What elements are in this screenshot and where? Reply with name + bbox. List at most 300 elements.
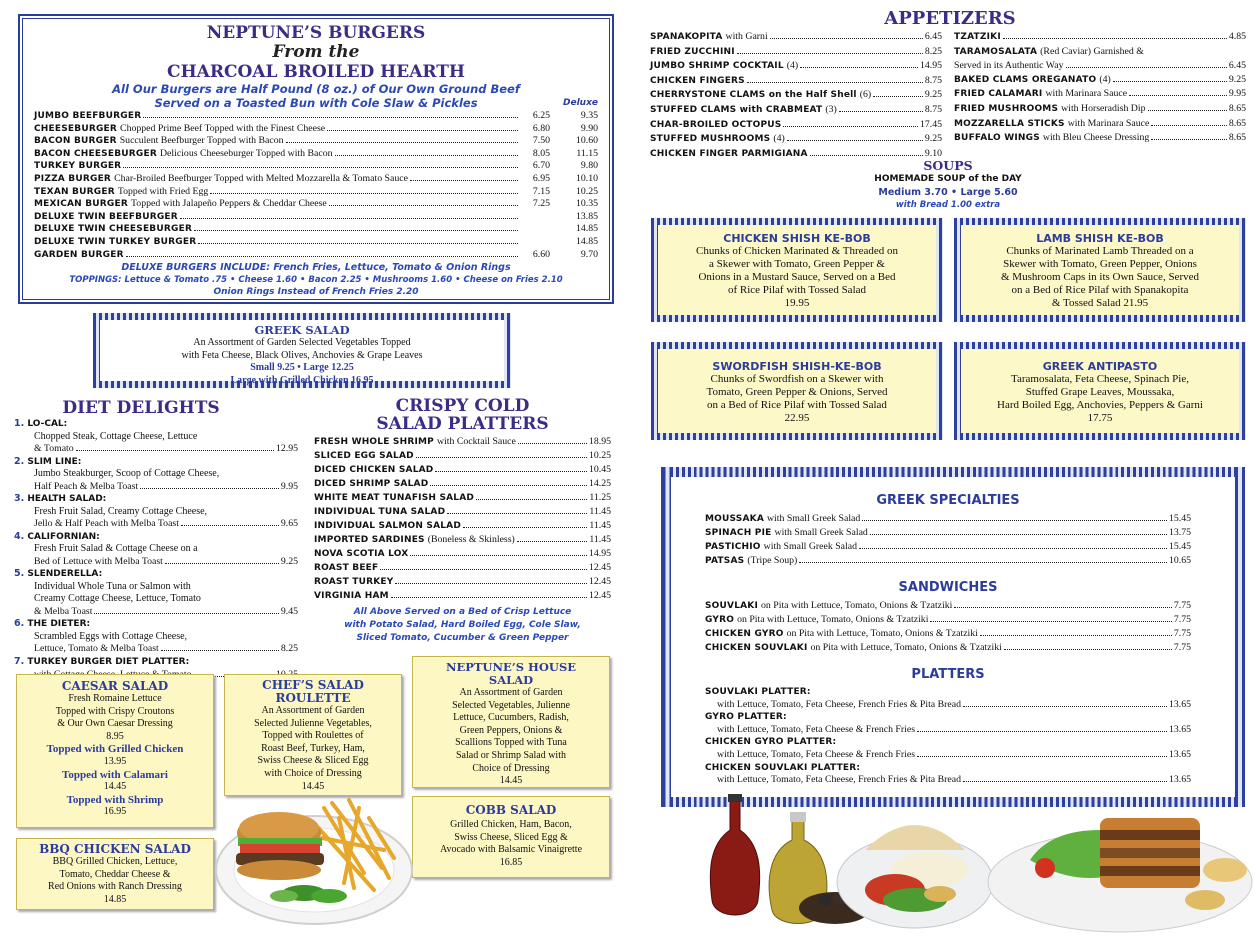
burger-deluxe-price: 9.70 <box>580 248 598 260</box>
toppings-line: TOPPINGS: Lettuce & Tomato .75 • Cheese 1.60 • Bacon 2.25 • Mushrooms 1.60 • Cheese on Fries 2.10 <box>69 275 563 286</box>
burger-desc: Chopped Prime Beef Topped with the Finest Cheese <box>120 122 326 134</box>
dot-leader <box>335 155 518 156</box>
specialties-desc: with Small Greek Salad <box>774 527 868 538</box>
dot-leader <box>747 82 923 83</box>
appetizer-price: 8.65 <box>1228 117 1246 129</box>
diet-item-body <box>14 581 298 619</box>
kebab-price: 22.95 <box>784 412 810 424</box>
burger-deluxe-price: 13.85 <box>575 210 598 222</box>
chef-title1: CHEF’S SALAD <box>262 678 364 692</box>
deluxe-header: Deluxe <box>563 98 598 108</box>
chef-l2: Selected Julienne Vegetables, <box>254 717 372 729</box>
cold-platter-price: 10.25 <box>588 450 611 461</box>
kebab-desc-line: Skewer with Tomato, Green Pepper, Onions <box>1003 258 1197 270</box>
specialties-price: 10.65 <box>1168 555 1191 566</box>
cold-platter-row <box>314 463 611 477</box>
platter-desc: with Lettuce, Tomato, Feta Cheese & French Fries <box>717 748 916 760</box>
chef-l3: Topped with Roulettes of <box>262 730 364 742</box>
burger-desc: Topped with Fried Egg <box>117 185 209 197</box>
dot-leader <box>839 111 923 112</box>
appetizer-desc: (4) <box>773 133 785 145</box>
diet-item-price-line <box>34 606 298 619</box>
diet-item-price: 8.25 <box>280 643 298 655</box>
dot-leader <box>800 67 918 68</box>
bbq-l2: Tomato, Cheddar Cheese & <box>59 868 171 880</box>
burger-desc: Char-Broiled Beefburger Topped with Melted Mozzarella & Tomato Sauce <box>114 172 408 184</box>
chef-l6: with Choice of Dressing <box>264 767 362 779</box>
appetizer-price: 8.65 <box>1228 132 1246 144</box>
dot-leader <box>476 499 587 500</box>
specialties-desc: (Tripe Soup) <box>747 555 798 566</box>
sandwiches-name: CHICKEN GYRO <box>705 629 784 639</box>
burger-name: BACON CHEESEBURGER <box>34 148 157 159</box>
house-l2: Selected Vegetables, Julienne <box>452 699 570 711</box>
platter-name: CHICKEN GYRO PLATTER: <box>705 737 837 748</box>
cold-platter-price: 11.45 <box>589 520 611 531</box>
kebab-desc-line: Stuffed Grape Leaves, Moussaka, <box>1025 386 1175 398</box>
appetizer-price: 9.25 <box>924 133 942 145</box>
dot-leader <box>194 230 518 231</box>
dot-leader <box>435 471 586 472</box>
bbq-chicken-salad-box <box>16 838 214 910</box>
kebab-desc-line: Chunks of Marinated Lamb Threaded on a <box>1006 245 1194 257</box>
greek-salad-sizes: Small 9.25 • Large 12.25 <box>250 362 354 374</box>
burger-price: 7.15 <box>532 185 550 197</box>
burger-desc: Succulent Beefburger Topped with Bacon <box>119 135 284 147</box>
burgers-title-hearth: CHARCOAL BROILED HEARTH <box>167 62 465 82</box>
specialties-name: SPINACH PIE <box>705 528 772 538</box>
appetizer-name: CHAR-BROILED OCTOPUS <box>650 119 782 130</box>
kebab-desc-line: Tomato, Green Pepper & Onions, Served <box>706 386 888 398</box>
appetizer-name: STUFFED MUSHROOMS <box>650 134 771 145</box>
house-price: 14.45 <box>499 775 523 787</box>
dot-leader <box>870 534 1167 535</box>
burger-name: PIZZA BURGER <box>34 173 112 184</box>
appetizer-name: CHERRYSTONE CLAMS on the Half Shell <box>650 90 857 101</box>
kebab-title: CHICKEN SHISH KE-BOB <box>723 232 871 245</box>
house-l3: Lettuce, Cucumbers, Radish, <box>453 712 569 724</box>
burger-deluxe-price: 10.10 <box>575 172 598 184</box>
appetizer-row <box>650 59 942 74</box>
appetizer-desc: with Garni <box>725 31 768 42</box>
platter-name-row <box>705 711 1191 724</box>
house-salad-box <box>412 656 610 788</box>
caesar-l3: & Our Own Caesar Dressing <box>57 718 173 730</box>
cold-platter-name: SLICED EGG SALAD <box>314 451 414 461</box>
cold-platter-name: VIRGINIA HAM <box>314 591 389 601</box>
appetizer-row <box>650 118 942 133</box>
dot-leader <box>94 613 278 614</box>
platter-price: 13.65 <box>1168 748 1191 760</box>
platter-name: CHICKEN SOUVLAKI PLATTER: <box>705 762 861 773</box>
appetizer-row <box>954 59 1246 73</box>
appetizer-price: 9.25 <box>1228 73 1246 85</box>
diet-item-body <box>14 506 298 531</box>
appetizer-name: BAKED CLAMS OREGANATO <box>954 74 1097 85</box>
specialties-row <box>705 540 1191 554</box>
bbq-l1: BBQ Grilled Chicken, Lettuce, <box>52 856 178 867</box>
diet-item-price-line <box>34 481 298 494</box>
cold-title1: CRISPY COLD <box>395 396 530 416</box>
appetizer-desc: (6) <box>859 89 872 101</box>
dot-leader <box>963 706 1167 707</box>
dot-leader <box>327 130 518 131</box>
kebab-desc-line: & Mushroom Caps in its Own Sauce, Served <box>1001 271 1199 283</box>
cold-platter-price: 12.45 <box>588 590 611 601</box>
dot-leader <box>873 96 923 97</box>
appetizer-desc: with Marinara Sauce <box>1067 117 1150 129</box>
cold-platter-row <box>314 533 611 547</box>
appetizer-row <box>954 117 1246 132</box>
dot-leader <box>770 38 923 39</box>
platter-price: 13.65 <box>1168 723 1191 735</box>
chef-title2: ROULETTE <box>275 691 351 705</box>
diet-item-body <box>14 543 298 568</box>
house-l7: Choice of Dressing <box>472 762 550 774</box>
burgers-note2: Served on a Toasted Bun with Cole Slaw & Pickles <box>154 96 478 110</box>
specialties-frame <box>661 467 1245 807</box>
diet-item-body <box>14 431 298 456</box>
appetizer-price: 17.45 <box>919 118 942 130</box>
soups-section <box>830 158 1066 211</box>
dot-leader <box>180 218 518 219</box>
dot-leader <box>380 569 587 570</box>
sandwiches-row <box>705 627 1191 641</box>
diet-item-line: Scrambled Eggs with Cottage Cheese, <box>34 630 188 642</box>
sandwiches-desc: on Pita with Lettuce, Tomato, Onions & Tzatziki <box>786 628 978 639</box>
specialties-row <box>705 526 1191 540</box>
diet-item-header <box>14 531 298 544</box>
dot-leader <box>917 731 1167 732</box>
diet-item-header <box>14 456 298 469</box>
platter-desc: with Lettuce, Tomato, Feta Cheese & French Fries <box>717 723 916 735</box>
platter-price: 13.65 <box>1168 774 1191 786</box>
appetizer-name: TZATZIKI <box>954 32 1001 42</box>
chef-l4: Roast Beef, Turkey, Ham, <box>261 742 365 754</box>
chef-price: 14.45 <box>301 780 325 792</box>
caesar-p2: 14.45 <box>103 781 127 793</box>
lamb-kebab-box <box>954 218 1246 322</box>
soups-title: SOUPS <box>923 158 973 173</box>
appetizers-left <box>650 30 942 161</box>
dot-leader <box>799 562 1167 563</box>
caesar-p1: 13.95 <box>103 755 127 767</box>
cold-platter-name: FRESH WHOLE SHRIMP <box>314 437 434 447</box>
dot-leader <box>1148 110 1227 111</box>
sandwiches-row <box>705 613 1191 627</box>
bbq-price: 14.85 <box>103 893 127 905</box>
appetizer-desc: (4) <box>1099 73 1111 85</box>
cobb-l2: Swiss Cheese, Sliced Egg & <box>454 831 568 843</box>
dot-leader <box>517 541 587 542</box>
caesar-title: CAESAR SALAD <box>61 679 169 693</box>
specialties-price: 15.45 <box>1168 541 1191 552</box>
diet-item-line: Jumbo Steakburger, Scoop of Cottage Cheese, <box>34 468 220 480</box>
burgers-title: NEPTUNE’S BURGERS <box>206 23 426 43</box>
cold-platter-price: 12.45 <box>588 562 611 573</box>
diet-delights-section <box>14 398 298 681</box>
house-title1: NEPTUNE’S HOUSE <box>445 660 577 674</box>
burger-deluxe-price: 14.85 <box>575 223 598 235</box>
greek-salad-desc1: An Assortment of Garden Selected Vegetables Topped <box>193 337 411 348</box>
cold-platter-price: 11.25 <box>589 492 611 503</box>
appetizer-name: TARAMOSALATA <box>954 46 1038 57</box>
sandwiches-desc: on Pita with Lettuce, Tomato, Onions & Tzatziki <box>810 642 1002 653</box>
diet-item-name: SLENDERELLA: <box>24 569 103 580</box>
dot-leader <box>329 205 518 206</box>
cold-platter-row <box>314 561 611 575</box>
cold-platter-price: 14.95 <box>588 548 611 559</box>
kebab-desc-line: Chunks of Swordfish on a Skewer with <box>710 373 884 385</box>
burger-name: TEXAN BURGER <box>34 186 115 197</box>
platter-name-row <box>705 686 1191 699</box>
burger-price: 8.05 <box>532 147 550 159</box>
kebab-title: GREEK ANTIPASTO <box>1042 360 1158 373</box>
greek-salad-box <box>93 313 511 388</box>
sandwiches-price: 7.75 <box>1173 642 1191 653</box>
kebab-desc-line: Hard Boiled Egg, Anchovies, Peppers & Garni <box>997 399 1203 411</box>
diet-item-number: 6. <box>14 618 25 630</box>
burger-deluxe-price: 9.90 <box>580 122 598 134</box>
appetizer-desc: (Red Caviar) Garnished & <box>1040 45 1144 57</box>
caesar-price: 8.95 <box>106 730 124 742</box>
diet-item-header <box>14 418 298 431</box>
specialties-name: PASTICHIO <box>705 542 761 552</box>
diet-item-number: 1. <box>14 418 25 429</box>
appetizer-name: FRIED MUSHROOMS <box>954 103 1059 114</box>
appetizer-name: FRIED CALAMARI <box>954 89 1043 100</box>
diet-list <box>14 418 298 681</box>
cold-platter-name: WHITE MEAT TUNAFISH SALAD <box>314 493 475 503</box>
dot-leader <box>463 527 587 528</box>
burger-row <box>34 198 598 211</box>
platters-list <box>705 686 1191 787</box>
soups-line: HOMEMADE SOUP of the DAY <box>874 174 1022 184</box>
cold-title2: SALAD PLATTERS <box>376 414 549 434</box>
house-l4: Green Peppers, Onions & <box>459 724 563 736</box>
burger-name: DELUXE TWIN TURKEY BURGER <box>34 236 197 247</box>
dot-leader <box>447 513 587 514</box>
appetizer-price: 9.25 <box>924 89 942 101</box>
burger-price: 6.60 <box>532 248 550 260</box>
platter-desc-row <box>705 774 1191 787</box>
cold-platter-row <box>314 449 611 463</box>
appetizer-name: BUFFALO WINGS <box>954 133 1040 144</box>
burger-name: CHEESEBURGER <box>34 123 118 134</box>
cold-platter-name: IMPORTED SARDINES <box>314 535 425 545</box>
cold-platter-row <box>314 589 611 603</box>
diet-item-number: 5. <box>14 568 25 580</box>
appetizer-price: 8.75 <box>924 103 942 115</box>
dot-leader <box>1003 38 1227 39</box>
burger-price: 7.25 <box>532 198 550 210</box>
sandwiches-desc: on Pita with Lettuce, Tomato, Onions & Tzatziki <box>761 600 953 611</box>
cold-platter-row <box>314 575 611 589</box>
burger-price: 6.25 <box>532 110 550 121</box>
deluxe-note: DELUXE BURGERS INCLUDE: French Fries, Lettuce, Tomato & Onion Rings <box>121 262 511 274</box>
dot-leader <box>980 635 1172 636</box>
cobb-l1: Grilled Chicken, Ham, Bacon, <box>450 819 572 830</box>
appetizer-desc: with Horseradish Dip <box>1061 102 1146 114</box>
appetizer-row <box>650 132 942 147</box>
cobb-price: 16.85 <box>499 856 523 868</box>
burger-deluxe-price: 10.25 <box>575 185 598 197</box>
dot-leader <box>930 621 1171 622</box>
cold-platter-row <box>314 477 611 491</box>
sandwiches-price: 7.75 <box>1173 628 1191 639</box>
dot-leader <box>143 117 518 118</box>
diet-item-line: Fresh Fruit Salad & Cottage Cheese on a <box>34 543 198 555</box>
diet-item-body <box>14 468 298 493</box>
caesar-l1: Fresh Romaine Lettuce <box>68 693 162 704</box>
appetizer-row <box>954 73 1246 88</box>
diet-item-line: Lettuce, Tomato & Melba Toast <box>34 643 159 655</box>
sandwiches-price: 7.75 <box>1173 614 1191 625</box>
cold-platter-row <box>314 435 611 449</box>
cold-platter-price: 14.25 <box>588 478 611 489</box>
dot-leader <box>430 485 587 486</box>
dot-leader <box>917 756 1167 757</box>
appetizer-name: FRIED ZUCCHINI <box>650 46 735 57</box>
dot-leader <box>161 650 279 651</box>
dot-leader <box>1151 139 1227 140</box>
appetizer-row <box>650 30 942 45</box>
appetizer-row <box>650 45 942 60</box>
burger-name: GARDEN BURGER <box>34 249 124 260</box>
cold-platter-name: INDIVIDUAL TUNA SALAD <box>314 507 446 517</box>
diet-item-price: 9.25 <box>280 555 298 567</box>
specialties-price: 15.45 <box>1168 513 1191 524</box>
caesar-p3: 16.95 <box>103 806 127 818</box>
dot-leader <box>395 583 586 584</box>
caesar-l2: Topped with Crispy Croutons <box>55 705 175 717</box>
specialties-list <box>705 512 1191 568</box>
caesar-opt3: Topped with Shrimp <box>66 793 164 806</box>
burger-name: TURKEY BURGER <box>34 161 122 172</box>
burger-row <box>34 236 598 249</box>
burger-row <box>34 123 598 136</box>
appetizer-price: 8.75 <box>924 74 942 86</box>
dot-leader <box>783 126 917 127</box>
appetizer-price: 9.10 <box>924 147 942 159</box>
bbq-l3: Red Onions with Ranch Dressing <box>48 881 182 893</box>
house-l5: Scallions Topped with Tuna <box>455 737 567 749</box>
diet-item-header <box>14 656 298 669</box>
diet-item-number: 3. <box>14 493 25 505</box>
dot-leader <box>391 597 587 598</box>
diet-item-name: LO-CAL: <box>24 419 68 429</box>
diet-item-line: Bed of Lettuce with Melba Toast <box>34 555 163 567</box>
burger-deluxe-price: 10.35 <box>575 198 598 210</box>
dot-leader <box>1129 95 1227 96</box>
burger-deluxe-price: 9.80 <box>580 160 598 172</box>
platter-desc-row <box>705 699 1191 712</box>
dot-leader <box>76 450 274 451</box>
platter-desc-row <box>705 749 1191 762</box>
cold-platter-row <box>314 491 611 505</box>
greek-salad-title: GREEK SALAD <box>254 323 350 337</box>
dot-leader <box>416 457 587 458</box>
appetizer-name: JUMBO SHRIMP COCKTAIL <box>650 61 784 72</box>
specialties-name: PATSAS <box>705 556 745 566</box>
diet-item-name: CALIFORNIAN: <box>24 531 100 542</box>
diet-item-number: 2. <box>14 455 25 467</box>
dot-leader <box>963 781 1167 782</box>
bbq-title: BBQ CHICKEN SALAD <box>39 842 191 856</box>
burger-row <box>34 186 598 199</box>
burger-deluxe-price: 10.60 <box>575 135 598 147</box>
diet-item-number: 4. <box>14 530 25 542</box>
chef-l1: An Assortment of Garden <box>261 705 365 716</box>
cold-platter-desc: (Boneless & Skinless) <box>427 534 515 545</box>
specialties-row <box>705 512 1191 526</box>
diet-item-header <box>14 618 298 631</box>
appetizer-price: 9.95 <box>1228 88 1246 100</box>
dot-leader <box>1113 81 1227 82</box>
burger-name: DELUXE TWIN BEEFBURGER <box>34 211 178 222</box>
diet-item-line: Half Peach & Melba Toast <box>34 480 139 492</box>
sandwiches-row <box>705 599 1191 613</box>
diet-item-line: Chopped Steak, Cottage Cheese, Lettuce <box>34 430 198 442</box>
appetizer-row <box>954 131 1246 146</box>
platter-desc: with Lettuce, Tomato, Feta Cheese, French Fries & Pita Bread <box>717 698 961 710</box>
diet-item-line: & Melba Toast <box>34 605 93 617</box>
cold-platter-row <box>314 519 611 533</box>
cold-platter-desc: with Cocktail Sauce <box>436 436 516 447</box>
dot-leader <box>862 520 1167 521</box>
cold-platter-row <box>314 547 611 561</box>
diet-item-price-line <box>34 556 298 569</box>
diet-item-line: & Tomato <box>34 443 74 454</box>
burger-desc: Delicious Cheeseburger Topped with Bacon <box>159 147 333 159</box>
greek-salad-chicken: Large with Grilled Chicken 16.95 <box>230 374 374 386</box>
cold-note3: Sliced Tomato, Cucumber & Green Pepper <box>356 633 569 643</box>
cold-list <box>314 435 611 603</box>
greek-salad-desc2: with Feta Cheese, Black Olives, Anchovies & Grape Leaves <box>181 349 423 361</box>
cold-platter-name: DICED SHRIMP SALAD <box>314 479 429 489</box>
burger-row <box>34 148 598 161</box>
soups-bread: with Bread 1.00 extra <box>895 200 1001 210</box>
sandwiches-title: SANDWICHES <box>898 580 998 595</box>
soups-sizes: Medium 3.70 • Large 5.60 <box>878 187 1018 198</box>
burger-deluxe-price: 11.15 <box>576 147 598 159</box>
dot-leader <box>165 563 279 564</box>
kebab-price: 19.95 <box>784 297 810 309</box>
appetizer-price: 6.45 <box>924 31 942 42</box>
diet-item-line: Individual Whole Tuna or Salmon with <box>34 580 191 592</box>
caesar-salad-box <box>16 674 214 828</box>
diet-item-header <box>14 568 298 581</box>
burger-row <box>34 135 598 148</box>
dot-leader <box>518 443 587 444</box>
burger-deluxe-price: 14.85 <box>575 235 598 247</box>
kebab-title: LAMB SHISH KE-BOB <box>1036 232 1164 245</box>
dot-leader <box>198 243 518 244</box>
cold-note1: All Above Served on a Bed of Crisp Lettuce <box>353 607 572 617</box>
cold-platter-price: 10.45 <box>588 464 611 475</box>
platter-name-row <box>705 762 1191 775</box>
cold-platter-price: 11.45 <box>589 534 611 545</box>
platter-name: GYRO PLATTER: <box>705 712 787 723</box>
appetizers-title: APPETIZERS <box>884 8 1016 29</box>
caesar-opt2: Topped with Calamari <box>62 768 168 781</box>
dot-leader <box>126 256 518 257</box>
dot-leader <box>410 555 587 556</box>
cobb-title: COBB SALAD <box>465 803 557 817</box>
burger-name: JUMBO BEEFBURGER <box>34 111 142 121</box>
appetizer-desc: Served in its Authentic Way <box>954 60 1064 72</box>
cold-platter-price: 11.45 <box>589 506 611 517</box>
